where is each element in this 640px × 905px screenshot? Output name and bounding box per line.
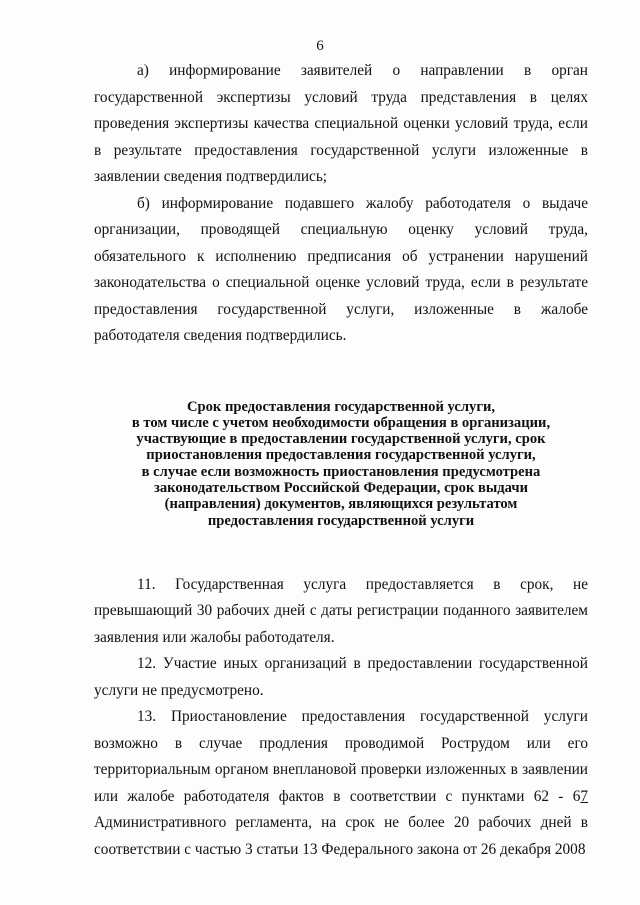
paragraph-b: б) информирование подавшего жалобу работодателя о выдаче организации, проводящей специальную оценку условий труда, обязательного к исполнению предписания об устранении нарушений законодательства о специальной оценке условий труда, если в результате предоставления государственной услуги, изложенные в жалобе работодателя сведения подтвердились. [94,194,588,344]
paragraph-a: а) информирование заявителей о направлении в орган государственной экспертизы условий труда представления в целях проведения экспертизы качества специальной оценки условий труда, если в результате предоставления государственной услуги изложенные в заявлении сведения подтвердились; [94,62,588,185]
heading-line: приостановления предоставления государственной услуги, [146,447,536,464]
heading-line: (направления) документов, являющихся результатом [164,496,518,513]
page-content [94,58,588,863]
section-heading [94,399,588,529]
paragraph-13-text-start: 13. Приостановление предоставления государственной услуги возможно в случае продления проводимой Роструд​ом или его территориальным органом внеплановой проверки изложенных в заявлении или жалобе работодателя фактов в соответствии с пунктами 62 - 6 [94,708,588,805]
heading-line: в том числе с учетом необходимости обращения в организации, [131,414,551,431]
heading-line: в случае если возможность приостановления предусмотрена [141,463,541,480]
paragraph-13-underlined-digit: 7 [580,787,588,805]
heading-line: участвующие в предоставлении государственной услуги, срок [136,431,546,448]
heading-line: предоставления государственной услуги [207,512,475,529]
page-number: 6 [316,38,324,54]
heading-line: законодательством Российской Федерации, срок выдачи [153,479,529,496]
paragraph-13-text-end: Административного регламента, на срок не более 20 рабочих дней в соответствии с частью 3 статьи 13 Федерального закона от 26 декабря 2008 [94,814,588,858]
paragraph-13 [94,704,588,863]
paragraph-12: 12. Участие иных организаций в предоставлении государственной услуги не предусмотрено. [94,655,588,699]
heading-line: Срок предоставления государственной услуги, [186,398,496,415]
paragraph-11: 11. Государственная услуга предоставляется в срок, не превышающий 30 рабочих дней с даты регистрации поданного заявителем заявления или жалобы работодателя. [94,575,588,646]
